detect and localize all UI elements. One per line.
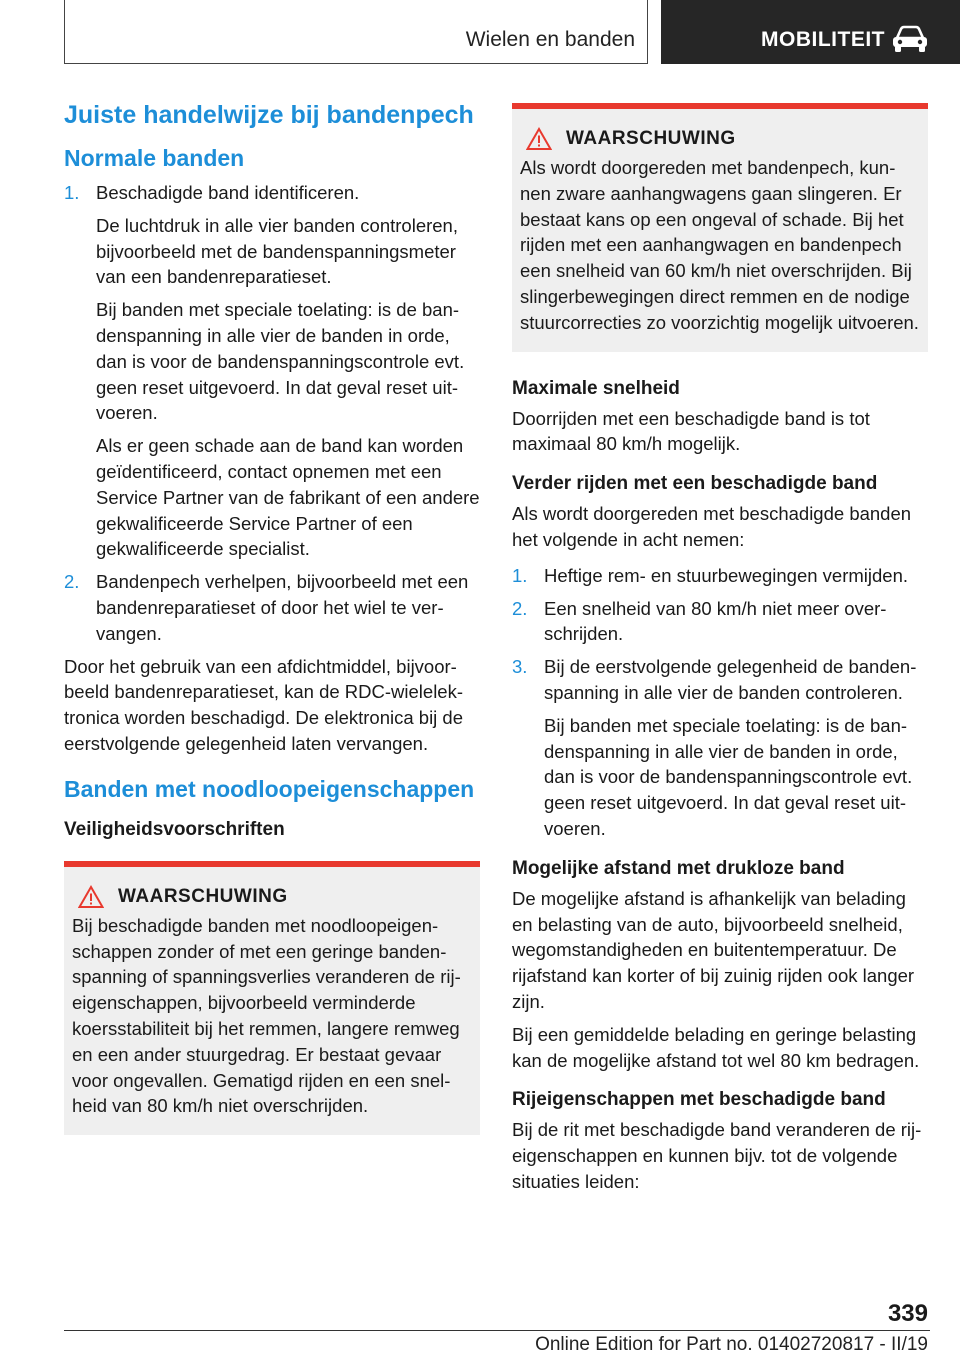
car-icon: [891, 24, 929, 54]
list-item: [64, 569, 480, 646]
step-number: 1.: [64, 182, 80, 203]
warning-header: [520, 127, 920, 151]
section-distance: [512, 856, 928, 1074]
heading-continue-driving: Verder rijden met een beschadigde band: [512, 473, 878, 495]
page-number: 339: [887, 1300, 928, 1327]
list-item: [512, 563, 928, 589]
step-number: 1.: [512, 564, 528, 586]
section-max-speed: [512, 376, 928, 458]
warning-triangle-icon: [526, 127, 552, 151]
header-chapter-box: [661, 0, 960, 64]
warning-header: [72, 885, 472, 909]
step-text: Als er geen schade aan de band kan worden geïdentificeerd, contact opnemen met een Service Partner van de fabrikant of een andere gekwalificeerde Service Partner of een gekwalificeerde specialist.: [96, 435, 480, 560]
chapter-title: MOBILITEIT: [761, 28, 885, 51]
heading-normal-tires: Normale banden: [64, 145, 245, 171]
steps-list-normal: [64, 180, 480, 647]
step-text: De luchtdruk in alle vier banden controleren, bijvoorbeeld met de bandenspanningsmeter van een bandenreparatieset.: [96, 214, 458, 288]
driving-text: Bij de rit met beschadigde band veranderen de rij-eigenschappen en kunnen bijv. tot de volgende situaties leiden:: [512, 1119, 922, 1192]
heading-driving-behaviour: Rijeigenschappen met beschadigde band: [512, 1089, 886, 1111]
heading-max-speed: Maximale snelheid: [512, 377, 680, 399]
right-column: [512, 103, 928, 1209]
footer-divider: [64, 1330, 930, 1331]
page-title: Juiste handelwijze bij bandenpech: [64, 101, 474, 129]
step-text: Bij banden met speciale toelating: is de bandenspanning in alle vier de banden in orde, dan is voor de bandenspanningscontrole evt. geen reset uitgevoerd. In dat geval reset uitvoeren.: [96, 299, 465, 424]
step-text: Heftige rem- en stuurbewegingen vermijden.: [544, 564, 909, 586]
warning-text: Bij beschadigde banden met noodloopeigenschappen zonder of met een geringe bandenspanning of spanningsverlies veranderen de rijeigenschappen, bijvoorbeeld verminderde koersstabiliteit bij het remmen, langere remweg en een ander stuurgedrag. Er bestaat gevaar voor ongevallen. Gematigd rijden en een snelheid van 80 km/h niet overschrijden.: [72, 914, 461, 1117]
left-column: [64, 100, 480, 1153]
warning-label: WAARSCHUWING: [118, 885, 288, 907]
step-number: 2.: [512, 597, 528, 619]
list-item: [64, 180, 480, 562]
warning-text: Als wordt doorgereden met bandenpech, kunnen zware aanhangwagens gaan slingeren. Er bestaat kans op een ongeval of schade. Bij het rijden met een aanhangwagen en bandenpech een snelheid van 60 km/h niet overschrijden. Bij slingerbewegingen direct remmen en de nodige stuurcorrecties zo voorzichtig mogelijk uitvoeren.: [520, 157, 919, 333]
warning-triangle-icon: [78, 885, 104, 909]
heading-runflat-tires: Banden met noodloopeigenschappen: [64, 775, 475, 802]
max-speed-text: Doorrijden met een beschadigde band is tot maximaal 80 km/h mogelijk.: [512, 407, 870, 455]
section-driving-behaviour: [512, 1087, 928, 1194]
section-title: Wielen en banden: [465, 28, 635, 51]
distance-text-1: De mogelijke afstand is afhankelijk van belading en belasting van de auto, bijvoorbeeld snelheid, wegomstandigheden en buitentemperatuur. De rijafstand kan korter of bij zuinig rijden ook langer zijn.: [512, 887, 915, 1012]
continue-intro: Als wordt doorgereden met beschadigde banden het volgende in acht nemen:: [512, 503, 912, 550]
heading-distance: Mogelijke afstand met drukloze band: [512, 857, 845, 879]
heading-safety: Veiligheidsvoorschriften: [64, 818, 285, 840]
section-continue-driving: [512, 471, 928, 842]
list-item: [512, 596, 928, 648]
step-text: Bij banden met speciale toelating: is de bandenspanning in alle vier de banden in orde, dan is voor de bandenspanningscontrole evt. geen reset uitgevoerd. In dat geval reset uitvoeren.: [544, 714, 913, 839]
footer-edition: Online Edition for Part no. 01402720817 - II/19: [535, 1334, 928, 1355]
step-number: 3.: [512, 656, 528, 678]
steps-list-continue: [512, 563, 928, 842]
step-text: Beschadigde band identificeren.: [96, 182, 360, 203]
step-text: Bij de eerstvolgende gelegenheid de bandenspanning in alle vier de banden controleren.: [544, 656, 917, 703]
warning-box: [512, 103, 928, 352]
sealant-note: Door het gebruik van een afdichtmiddel, bijvoorbeeld bandenreparatieset, kan de RDC-wielelektronica worden beschadigd. De elektronica bij de eerstvolgende gelegenheid laten vervangen.: [64, 655, 464, 754]
step-text: Bandenpech verhelpen, bijvoorbeeld met een bandenreparatieset of door het wiel te vervangen.: [96, 571, 469, 644]
step-text: Een snelheid van 80 km/h niet meer overschrijden.: [544, 597, 887, 645]
header-section-box: [64, 0, 648, 64]
step-number: 2.: [64, 571, 80, 593]
distance-text-2: Bij een gemiddelde belading en geringe belasting kan de mogelijke afstand tot wel 80 km bedragen.: [512, 1023, 920, 1071]
list-item: [512, 654, 928, 842]
warning-box: [64, 861, 480, 1135]
warning-label: WAARSCHUWING: [566, 128, 736, 149]
